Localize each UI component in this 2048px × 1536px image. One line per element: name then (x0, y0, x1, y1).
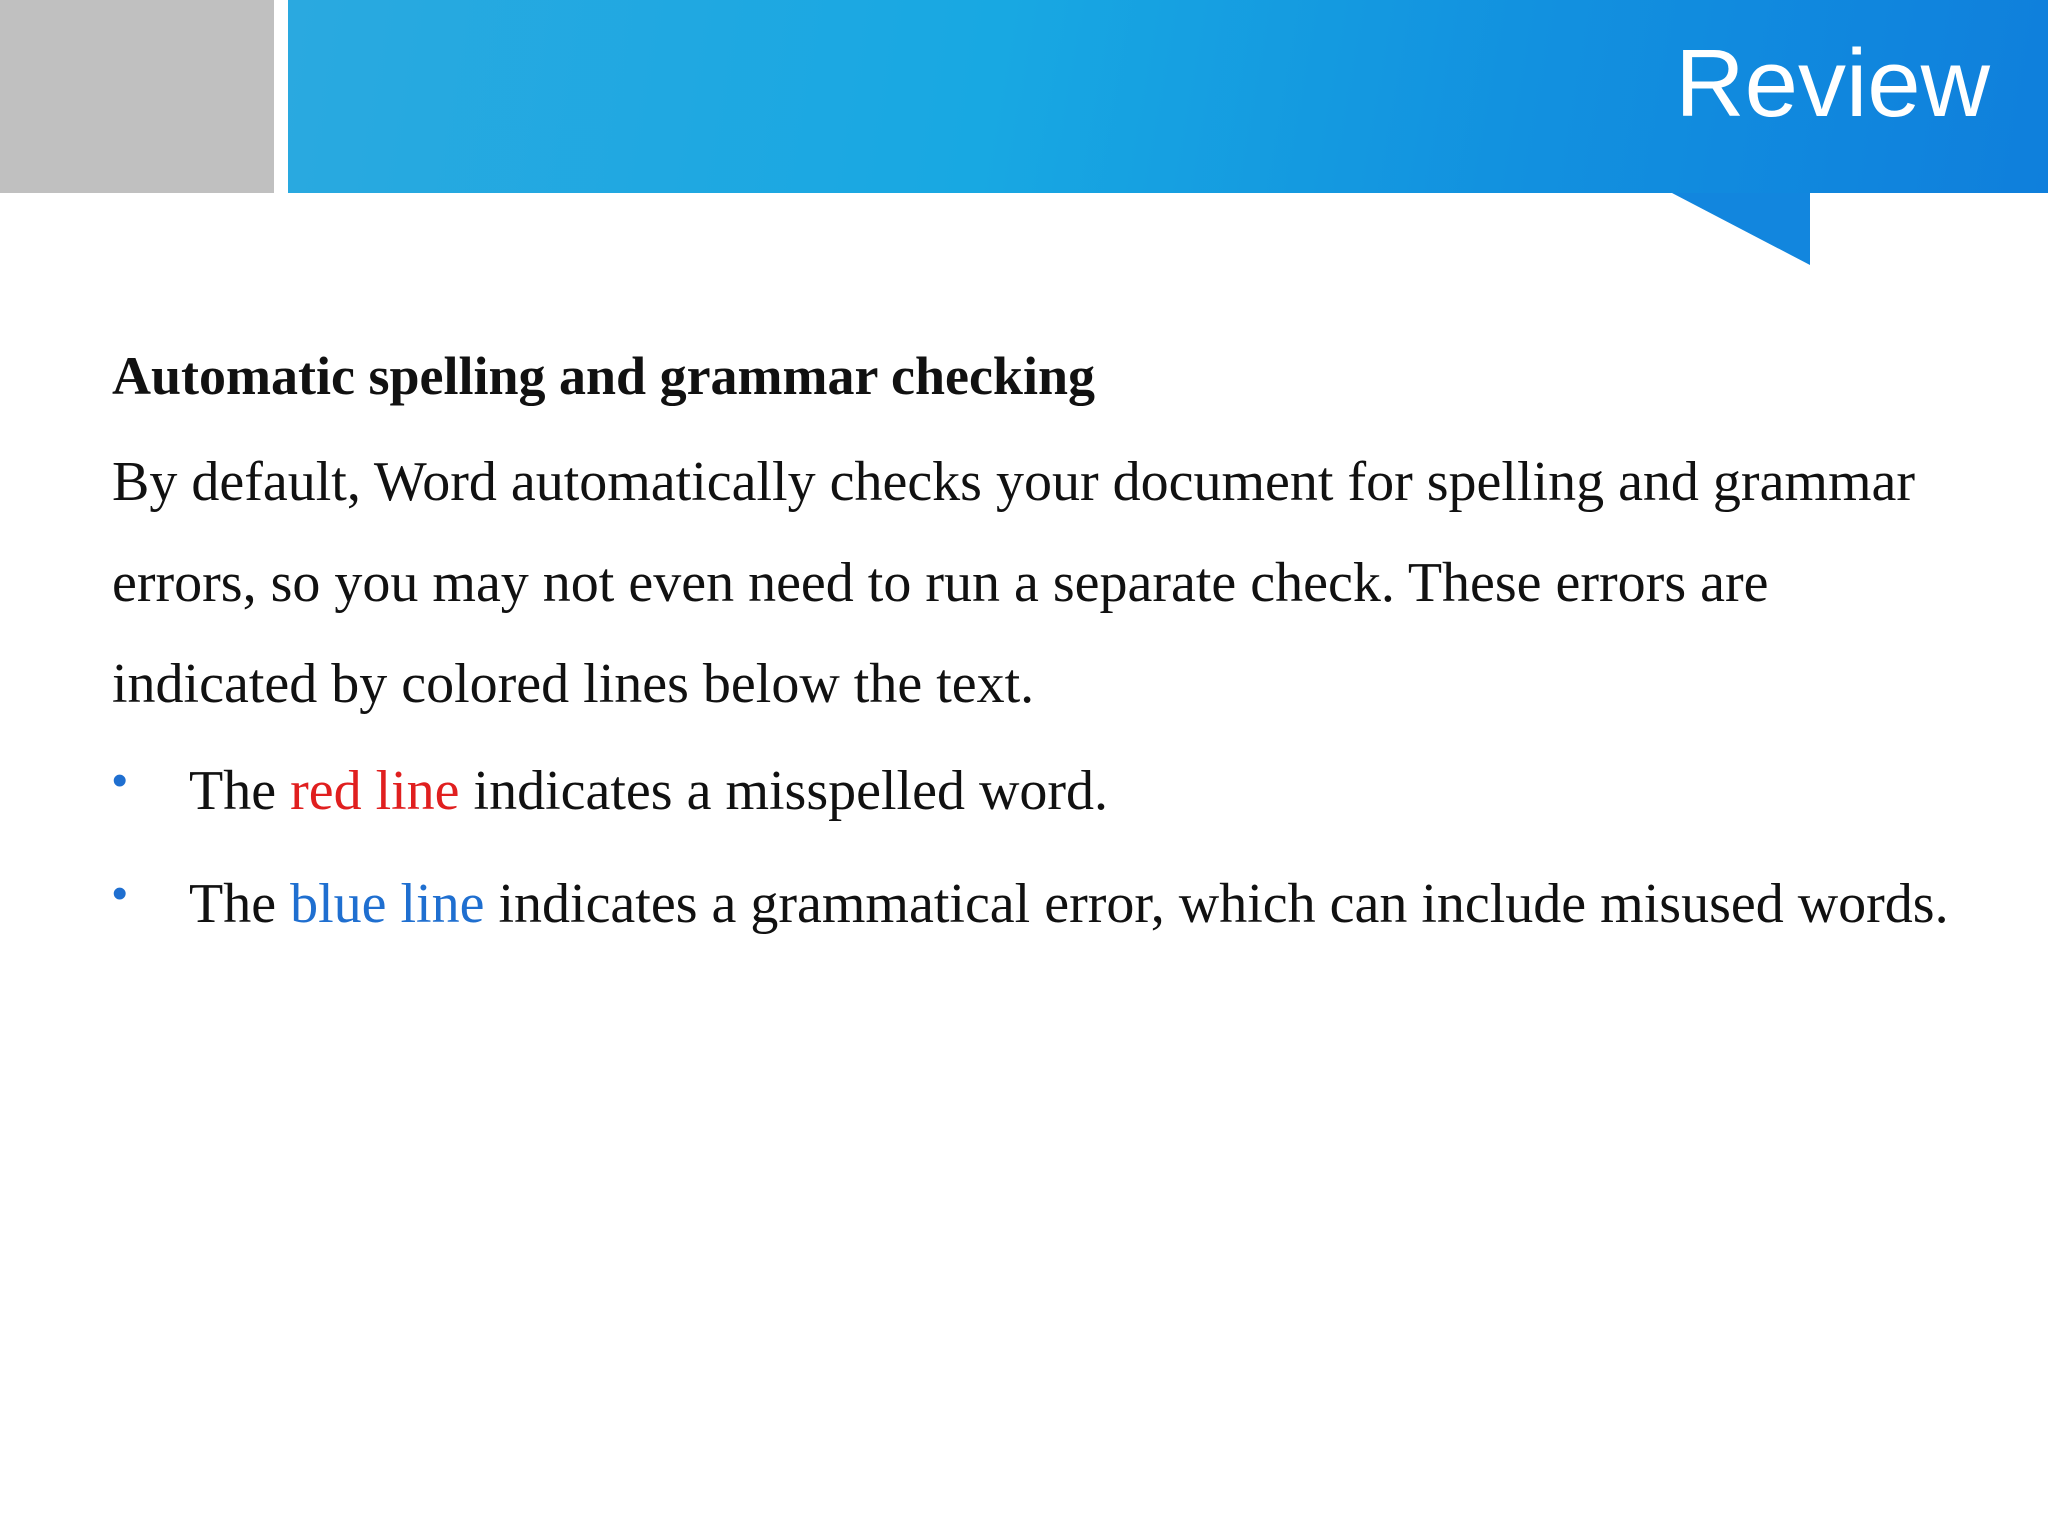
bullet-suffix: indicates a grammatical error, which can include misused words. (484, 873, 1949, 935)
bullet-icon: • (112, 869, 128, 918)
bullet-suffix: indicates a misspelled word. (459, 760, 1109, 822)
blue-line-highlight: blue line (290, 873, 485, 935)
bullet-item-red-line (112, 741, 1989, 842)
bullet-item-blue-line (112, 854, 1989, 955)
body-paragraph: By default, Word automatically checks your document for spelling and grammar errors, so you may not even need to run a separate check. These errors are indicated by colored lines below the text. (112, 451, 1916, 715)
slide-title: Review (1675, 30, 1990, 137)
bullet-prefix: The (189, 873, 291, 935)
header-gray-block (0, 0, 274, 193)
red-line-highlight: red line (290, 760, 460, 822)
bullet-list (112, 741, 1962, 955)
section-heading: Automatic spelling and grammar checking (112, 346, 1095, 406)
slide-content (112, 336, 1962, 967)
bullet-prefix: The (189, 760, 291, 822)
bullet-icon: • (112, 756, 128, 805)
